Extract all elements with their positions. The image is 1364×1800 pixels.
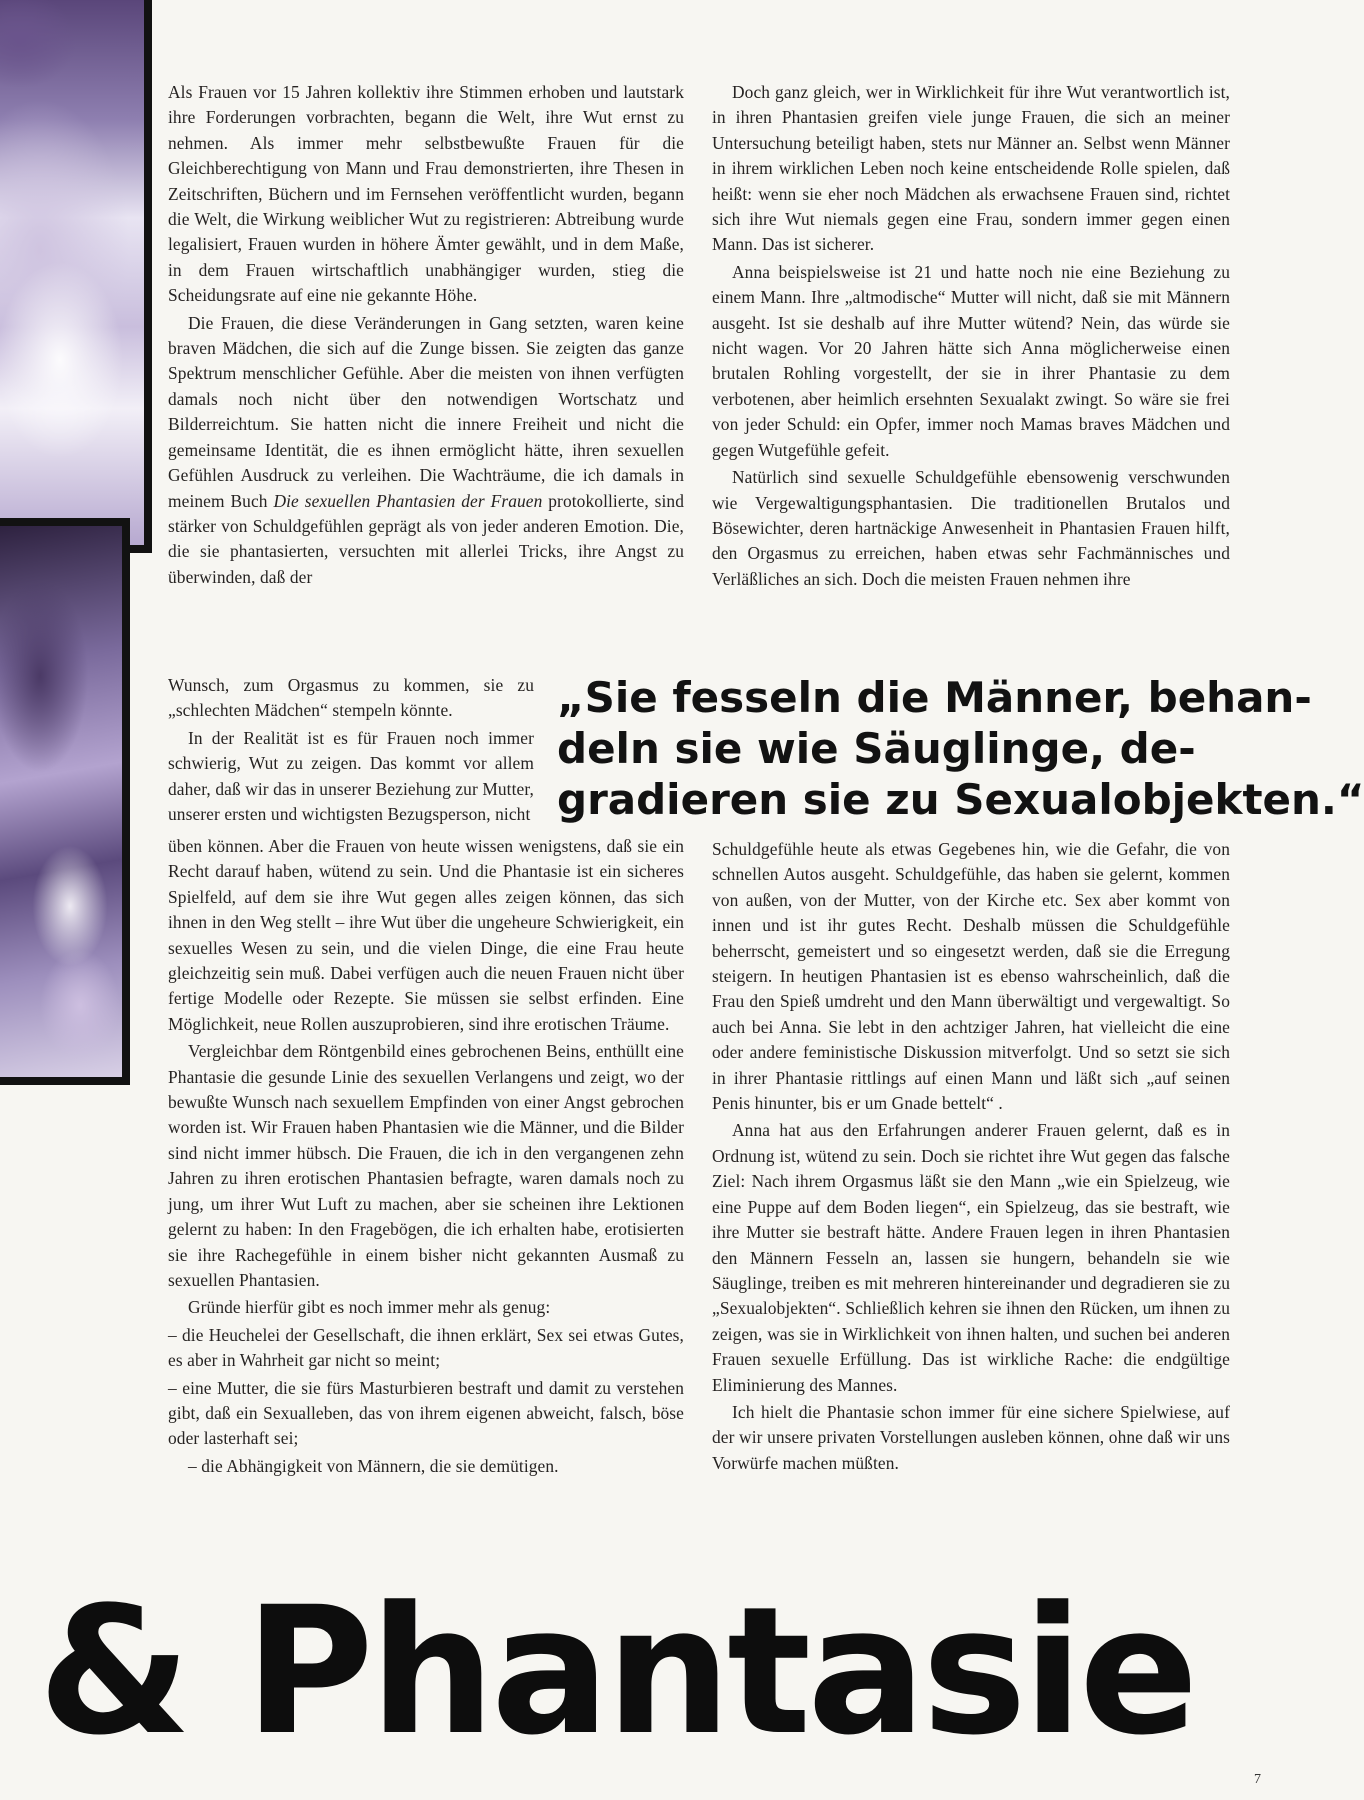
- paragraph: Anna hat aus den Erfahrungen anderer Frauen gelernt, daß es in Ordnung ist, wütend zu sein. Doch sie richtet ihre Wut gegen das falsche Ziel: Nach ihrem Orgasmus läßt sie den Mann „wie ein Spielzeug, wie eine Puppe auf dem Boden liegen“, ein Spielzeug, das sie bestraft, wie ihre Mutter sie bestraft hätte. Andere Frauen legen in ihren Phantasien den Männern Fesseln an, lassen sie hungern, behandeln sie wie Säuglinge, treiben es mit mehreren hintereinander und degradieren sie zu „Sexualobjekten“. Schließlich kehren sie ihnen den Rücken, um ihnen zu zeigen, was sie in Wirklichkeit von ihnen halten, und suchen bei anderen Frauen sexuelle Erfüllung. Das ist wirkliche Rache: die endgültige Eliminierung des Mannes.: [712, 1120, 1230, 1395]
- photo-bottom: [0, 518, 130, 1085]
- left-column-narrow: [168, 673, 534, 835]
- book-title: Die sexuellen Phantasien der Frauen: [273, 490, 543, 511]
- paragraph: üben können. Aber die Frauen von heute wissen wenigstens, daß sie ein Recht darauf haben, wütend zu sein. Und die Phantasie ist ein sicheres Spielfeld, auf dem sie ihre Wut gegen alles zeigen können, das sich ihnen in den Weg stellt – ihre Wut über die ungeheure Schwierigkeit, ein sexuelles Wesen zu sein, und die vielen Dinge, die eine Frau heute gleichzeitig sein muß. Dabei verfügen auch die neuen Frauen nicht über fertige Modelle oder Rezepte. Sie müssen sie selbst erfinden. Eine Möglichkeit, neue Rollen auszuprobieren, sind ihre erotischen Träume.: [168, 836, 684, 1034]
- paragraph: Schuldgefühle heute als etwas Gegebenes hin, wie die Gefahr, die von schnellen Autos ausgeht. Schuldgefühle, das haben sie gelernt, kommen von außen, von der Mutter, von der Kirche etc. Sex aber kommt von innen und ist ihr gutes Recht. Deshalb müssen die Schuldgefühle beherrscht, gemeistert und so eingesetzt werden, daß sie die Erregung steigern. In heutigen Phantasien ist es ebenso wahrscheinlich, daß die Frau den Spieß umdreht und den Mann überwältigt und vergewaltigt. So auch bei Anna. Sie lebt in den achtziger Jahren, hat vielleicht die eine oder andere feministische Diskussion mitverfolgt. Und so setzt sie sich in ihrer Phantasie rittlings auf einen Mann und läßt sich „auf seinen Penis hinunter, bis er um Gnade bettelt“ .: [712, 839, 1230, 1114]
- paragraph: Die Frauen, die diese Veränderungen in Gang setzten, waren keine braven Mädchen, die sich auf die Zunge bissen. Sie zeigten das ganze Spektrum menschlicher Gefühle. Aber die meisten von ihnen verfügten damals noch nicht über den notwendigen Wortschatz und Bilderreichtum. Sie hatten nicht die innere Freiheit und nicht die gemeinsame Identität, die es ihnen ermöglicht hätte, ihren sexuellen Gefühlen Ausdruck zu verleihen. Die Wachträume, die ich damals in meinem Buch Die sexuellen Phantasien der Frauen protokollierte, sind stärker von Schuldgefühlen geprägt als von jeder anderen Emotion. Die, die sie phantasierten, versuchten mit allerlei Tricks, ihre Angst zu überwinden, daß der: [168, 312, 685, 587]
- paragraph: Doch ganz gleich, wer in Wirklichkeit für ihre Wut verantwortlich ist, in ihren Phantasien greifen viele junge Frauen, die sich an meiner Untersuchung beteiligt haben, stets nur Männer an. Selbst wenn Männer in ihrem wirklichen Leben noch keine entscheidende Rolle spielen, daß heißt: wenn sie eher noch Mädchen als erwachsene Frauen sind, richtet sich ihre Wut niemals gegen eine Frau, sondern immer gegen einen Mann. Das ist sicherer.: [712, 82, 1230, 255]
- list-item: – die Abhängigkeit von Männern, die sie demütigen.: [188, 1455, 559, 1476]
- pull-quote-line: deln sie wie Säuglinge, de-: [557, 724, 1196, 773]
- paragraph: Gründe hierfür gibt es noch immer mehr als genug:: [188, 1297, 551, 1318]
- left-column-bottom: [168, 834, 684, 1481]
- right-column-bottom: [712, 837, 1230, 1478]
- paragraph: In der Realität ist es für Frauen noch immer schwierig, Wut zu zeigen. Das kommt vor allem daher, daß wir das in unserer Beziehung zur Mutter, unserer ersten und wichtigsten Bezugsperson, nicht: [168, 727, 534, 825]
- page-number: 7: [1254, 1772, 1261, 1787]
- paragraph: Ich hielt die Phantasie schon immer für eine sichere Spielwiese, auf der wir unsere privaten Vorstellungen ausleben können, ohne daß wir uns Vorwürfe machen müßten.: [712, 1401, 1230, 1473]
- page-title: & Phantasie: [38, 1569, 1195, 1774]
- right-column-top: [712, 80, 1230, 655]
- paragraph: Natürlich sind sexuelle Schuldgefühle ebensowenig verschwunden wie Vergewaltigungsphantasien. Die traditionellen Brutalos und Bösewichter, deren hartnäckige Anwesenheit in Phantasien Frauen hilft, den Orgasmus zu erreichen, haben etwas sehr Fachmännisches und Verläßliches an sich. Doch die meisten Frauen nehmen ihre: [712, 467, 1230, 589]
- photo-top: [0, 0, 152, 553]
- pull-quote-line: gradieren sie zu Sexualobjekten.“: [557, 775, 1364, 824]
- pull-quote: [557, 672, 1364, 825]
- list-item: – eine Mutter, die sie fürs Masturbieren bestraft und damit zu verstehen gibt, daß ein Sexualleben, das von ihrem eigenen abweicht, falsch, böse oder lasterhaft sei;: [168, 1377, 684, 1449]
- paragraph: Als Frauen vor 15 Jahren kollektiv ihre Stimmen erhoben und lautstark ihre Forderungen vorbrachten, begann die Welt, ihre Wut ernst zu nehmen. Als immer mehr selbstbewußte Frauen für die Gleichberechtigung von Mann und Frau demonstrierten, ihre Thesen in Zeitschriften, Büchern und im Fernsehen veröffentlicht wurden, begann die Welt, die Wirkung weiblicher Wut zu registrieren: Abtreibung wurde legalisiert, Frauen wurden in höhere Ämter gewählt, und in dem Maße, in dem Frauen wirtschaftlich unabhängiger wurden, stieg die Scheidungsrate auf eine nie gekannte Höhe.: [168, 82, 684, 306]
- left-column-top: [168, 80, 684, 674]
- paragraph: Anna beispielsweise ist 21 und hatte noch nie eine Beziehung zu einem Mann. Ihre „altmodische“ Mutter will nicht, daß sie mit Männern ausgeht. Ist sie deshalb auf ihre Mutter wütend? Nein, das würde sie nicht wagen. Vor 20 Jahren hätte sich Anna möglicherweise einen brutalen Rohling vorgestellt, der sie in ihrer Phantasie zu dem verbotenen, aber heimlich ersehnten Sexualakt zwingt. So wäre sie frei von jeder Schuld: ein Opfer, immer noch Mamas braves Mädchen und gegen Wutgefühle gefeit.: [712, 261, 1230, 460]
- paragraph: Wunsch, zum Orgasmus zu kommen, sie zu „schlechten Mädchen“ stempeln könnte.: [168, 675, 534, 721]
- pull-quote-line: „Sie fesseln die Männer, behan-: [557, 673, 1312, 722]
- list-item: – die Heuchelei der Gesellschaft, die ihnen erklärt, Sex sei etwas Gutes, es aber in Wahrheit gar nicht so meint;: [168, 1324, 684, 1371]
- paragraph: Vergleichbar dem Röntgenbild eines gebrochenen Beins, enthüllt eine Phantasie die gesunde Linie des sexuellen Verlangens und zeigt, wo der bewußte Wunsch nach sexuellem Empfinden von einer Angst gebrochen worden ist. Wir Frauen haben Phantasien wie die Männer, und die Bilder sind nicht immer hübsch. Die Frauen, die ich in den vergangenen zehn Jahren zu ihren erotischen Phantasien befragte, waren damals noch zu jung, um ihrer Wut Luft zu machen, aber sie scheinen ihre Lektionen gelernt zu haben: In den Fragebögen, die ich erhalten habe, erotisierten sie ihre Rachegefühle in einem bisher nicht gekannten Ausmaß zu sexuellen Phantasien.: [168, 1041, 684, 1290]
